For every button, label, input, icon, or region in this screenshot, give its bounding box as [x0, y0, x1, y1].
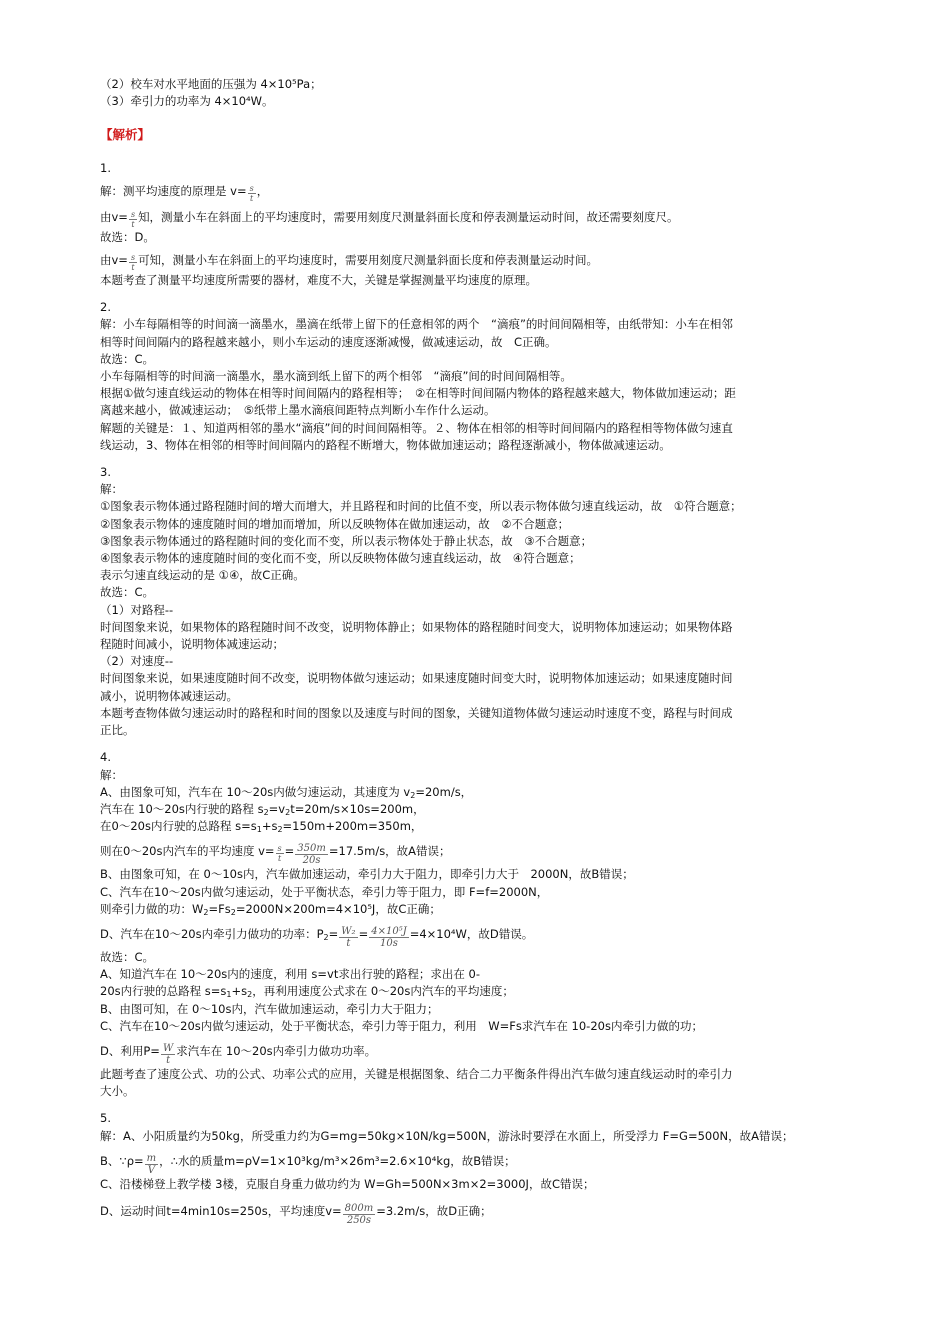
- q3-line: 正比。: [100, 723, 135, 738]
- q1-line-2: 由v= $\frac{s}{t}$ 知，测量小车在斜面上的平均速度时，需要用刻度尺测量斜面长度和停表测量运动时间，故还需要刻度尺。: [100, 209, 679, 229]
- answer-line-3: （3）牵引力的功率为 4×10⁴W。: [100, 94, 274, 109]
- fraction-w-over-t: $\frac{W}{t}$: [162, 1042, 174, 1066]
- q4-line-select: 故选：C。: [100, 949, 155, 964]
- q2-line: 相等时间间隔内的路程越来越小，则小车运动的速度逐渐减慢，做减速运动，故 C正确。: [100, 334, 557, 349]
- q3-line: 表示匀速直线运动的是 ①④，故C正确。: [100, 568, 305, 583]
- q4-line-e2: 20s内行驶的总路程 $s=s_1+s_2$，再利用速度公式求在 0～20s内汽车的平均速度；: [100, 984, 514, 1000]
- q4-line-b1: B、由图象可知，在 0～10s内，汽车做加速运动，牵引力大于阻力，即牵引力大于 2000N，故B错误；: [100, 867, 634, 882]
- q5-line-a: 解：A、小阳质量约为50kg，所受重力约为G=mg=50kg×10N/kg=500N，游泳时要浮在水面上，所受浮力 F=G=500N，故A错误；: [100, 1128, 794, 1143]
- fraction-s-over-t: $\frac{s}{t}$: [277, 844, 282, 864]
- q5-line-c: C、沿楼梯登上教学楼 3楼，克服自身重力做功约为 W=Gh=500N×3m×2=3000J，故C错误；: [100, 1176, 595, 1191]
- q3-line: （1）对路程--: [100, 602, 174, 617]
- q3-line: （2）对速度--: [100, 654, 174, 669]
- q4-line-a1: A、由图象可知，汽车在 10～20s内做匀速运动，其速度为 $v_2=20m/s$，: [100, 784, 473, 800]
- q4-number: 4.: [100, 750, 111, 765]
- analysis-heading: 【解析】: [100, 127, 151, 143]
- q1-line-3: 故选：D。: [100, 229, 155, 244]
- q5-line-d: D、运动时间t=4min10s=250s，平均速度v= $\frac{800m}{250s}$ =3.2m/s，故D正确；: [100, 1202, 492, 1226]
- q3-line: ③图象表示物体通过的路程随时间的变化而不变，所以表示物体处于静止状态，故 ③不合题意；: [100, 533, 593, 548]
- q3-line: ①图象表示物体通过路程随时间的增大而增大，并且路程和时间的比值不变，所以表示物体做匀速直线运动，故 ①符合题意；: [100, 499, 742, 514]
- q1-line-4: 由v= $\frac{s}{t}$ 可知，测量小车在斜面上的平均速度时，需要用刻度尺测量斜面长度和停表测量运动时间。: [100, 253, 599, 273]
- q4-line-c1: C、汽车在10～20s内做匀速运动，处于平衡状态，牵引力等于阻力，即 F=f=2000N，: [100, 884, 549, 899]
- q1-line-5: 本题考查了测量平均速度所需要的器材，难度不大，关键是掌握测量平均速度的原理。: [100, 273, 537, 288]
- q1-line-1: 解：测平均速度的原理是 v= $\frac{s}{t}$ ，: [100, 183, 269, 203]
- q2-line: 离越来越小，做减速运动； ⑤纸带上墨水滴痕间距特点判断小车作什么运动。: [100, 403, 496, 418]
- q2-number: 2.: [100, 300, 111, 315]
- q4-line-e5: D、利用P= $\frac{W}{t}$ 求汽车在 10～20s内牵引力做功功率。: [100, 1042, 377, 1066]
- q3-line: 解：: [100, 482, 123, 497]
- q2-line: 线运动，3、物体在相邻的相等时间间隔内的路程不断增大，物体做加速运动；路程逐渐减小，物体做减速运动。: [100, 437, 671, 452]
- q2-line: 解：小车每隔相等的时间滴一滴墨水，墨滴在纸带上留下的任意相邻的两个 “滴痕”的时间间隔相等，由纸带知：小车在相邻: [100, 317, 733, 332]
- q5-number: 5.: [100, 1111, 111, 1126]
- document-page: [100, 76, 840, 1226]
- q3-line: 本题考查物体做匀速运动时的路程和时间的图象以及速度与时间的图象，关键知道物体做匀速运动时速度不变，路程与时间成: [100, 705, 733, 720]
- q4-line-e3: B、由图可知，在 0～10s内，汽车做加速运动，牵引力大于阻力；: [100, 1001, 439, 1016]
- fraction-s-over-t: $\frac{s}{t}$: [249, 183, 254, 203]
- q4-line-a3: 在0～20s内行驶的总路程 $s=s_1+s_2=150m+200m=350m$，: [100, 819, 423, 835]
- q4-line-d1: D、汽车在10～20s内牵引力做功的功率：$P_2=$ $\frac{\text{W₂}}{t}$ = $\frac{\text{4×10⁵J}}{10s}$ =4×10⁴W，故D错误。: [100, 925, 534, 949]
- q4-line-c2: 则牵引力做的功：$W_2=Fs_2=2000N\times 200m=4\times 10^5J$，故C正确；: [100, 901, 441, 917]
- q3-line: 时间图象来说，如果物体的路程随时间不改变，说明物体静止；如果物体的路程随时间变大，说明物体加速运动；如果物体路: [100, 619, 733, 634]
- q4-line-a2: 汽车在 10～20s内行驶的路程 $s_2=v_2t=20m/s\times 10s=200m$，: [100, 801, 425, 817]
- q3-line: 减小，说明物体减速运动。: [100, 688, 238, 703]
- q2-line: 根据①做匀速直线运动的物体在相等时间间隔内的路程相等； ②在相等时间间隔内物体的路程越来越大，物体做加速运动；距: [100, 386, 736, 401]
- q4-line-s1: 此题考查了速度公式、功的公式、功率公式的应用，关键是根据图象、结合二力平衡条件得出汽车做匀速直线运动时的牵引力: [100, 1066, 733, 1081]
- q3-line: ④图象表示物体的速度随时间的变化而不变，所以反映物体做匀速直线运动，故 ④符合题意；: [100, 551, 581, 566]
- q3-line: ②图象表示物体的速度随时间的增加而增加，所以反映物体在做加速运动，故 ②不合题意；: [100, 516, 570, 531]
- q2-line: 小车每隔相等的时间滴一滴墨水，墨水滴到纸上留下的两个相邻 “滴痕”间的时间间隔相等。: [100, 369, 572, 384]
- q1-number: 1.: [100, 160, 111, 175]
- fraction-800m-over-250s: $\frac{800m}{250s}$: [344, 1202, 374, 1226]
- fraction-4e5j-over-10s: $\frac{\text{4×10⁵J}}{10s}$: [371, 925, 407, 949]
- q3-line: 时间图象来说，如果速度随时间不改变，说明物体做匀速运动；如果速度随时间变大时，说明物体加速运动；如果速度随时间: [100, 671, 733, 686]
- q4-line-s2: 大小。: [100, 1084, 135, 1099]
- fraction-350m-over-20s: $\frac{350m}{20s}$: [297, 843, 326, 867]
- q3-line: 程随时间减小，说明物体减速运动；: [100, 637, 284, 652]
- q4-line: 解：: [100, 767, 123, 782]
- fraction-s-over-t: $\frac{s}{t}$: [130, 253, 136, 273]
- answer-line-2: （2）校车对水平地面的压强为 4×10⁵Pa；: [100, 77, 322, 91]
- q3-line: 故选：C。: [100, 585, 155, 600]
- q2-line: 故选：C。: [100, 351, 155, 366]
- q4-line-e4: C、汽车在10～20s内做匀速运动，处于平衡状态，牵引力等于阻力，利用 W=Fs求汽车在 10-20s内牵引力做的功；: [100, 1018, 703, 1033]
- q3-number: 3.: [100, 465, 111, 480]
- q2-line: 解题的关键是：１、知道两相邻的墨水“滴痕”间的时间间隔相等。２、物体在相邻的相等时间间隔内的路程相等物体做匀速直: [100, 420, 733, 435]
- q5-line-b: B、∵ρ= $\frac{m}{V}$ ，∴水的质量m=ρV=1×10³kg/m³×26m³=2.6×10⁴kg，故B错误；: [100, 1152, 516, 1176]
- fraction-w2-over-t: $\frac{\text{W₂}}{t}$: [341, 925, 356, 949]
- q4-line-e1: A、知道汽车在 10～20s内的速度，利用 s=vt求出行驶的路程；求出在 0-: [100, 967, 480, 982]
- fraction-m-over-v: $\frac{m}{V}$: [146, 1152, 157, 1176]
- fraction-s-over-t: $\frac{s}{t}$: [130, 209, 136, 229]
- q4-line-a4: 则在0～20s内汽车的平均速度 v= $\frac{s}{t}$ = $\frac{350m}{20s}$ =17.5m/s，故A错误；: [100, 843, 451, 867]
